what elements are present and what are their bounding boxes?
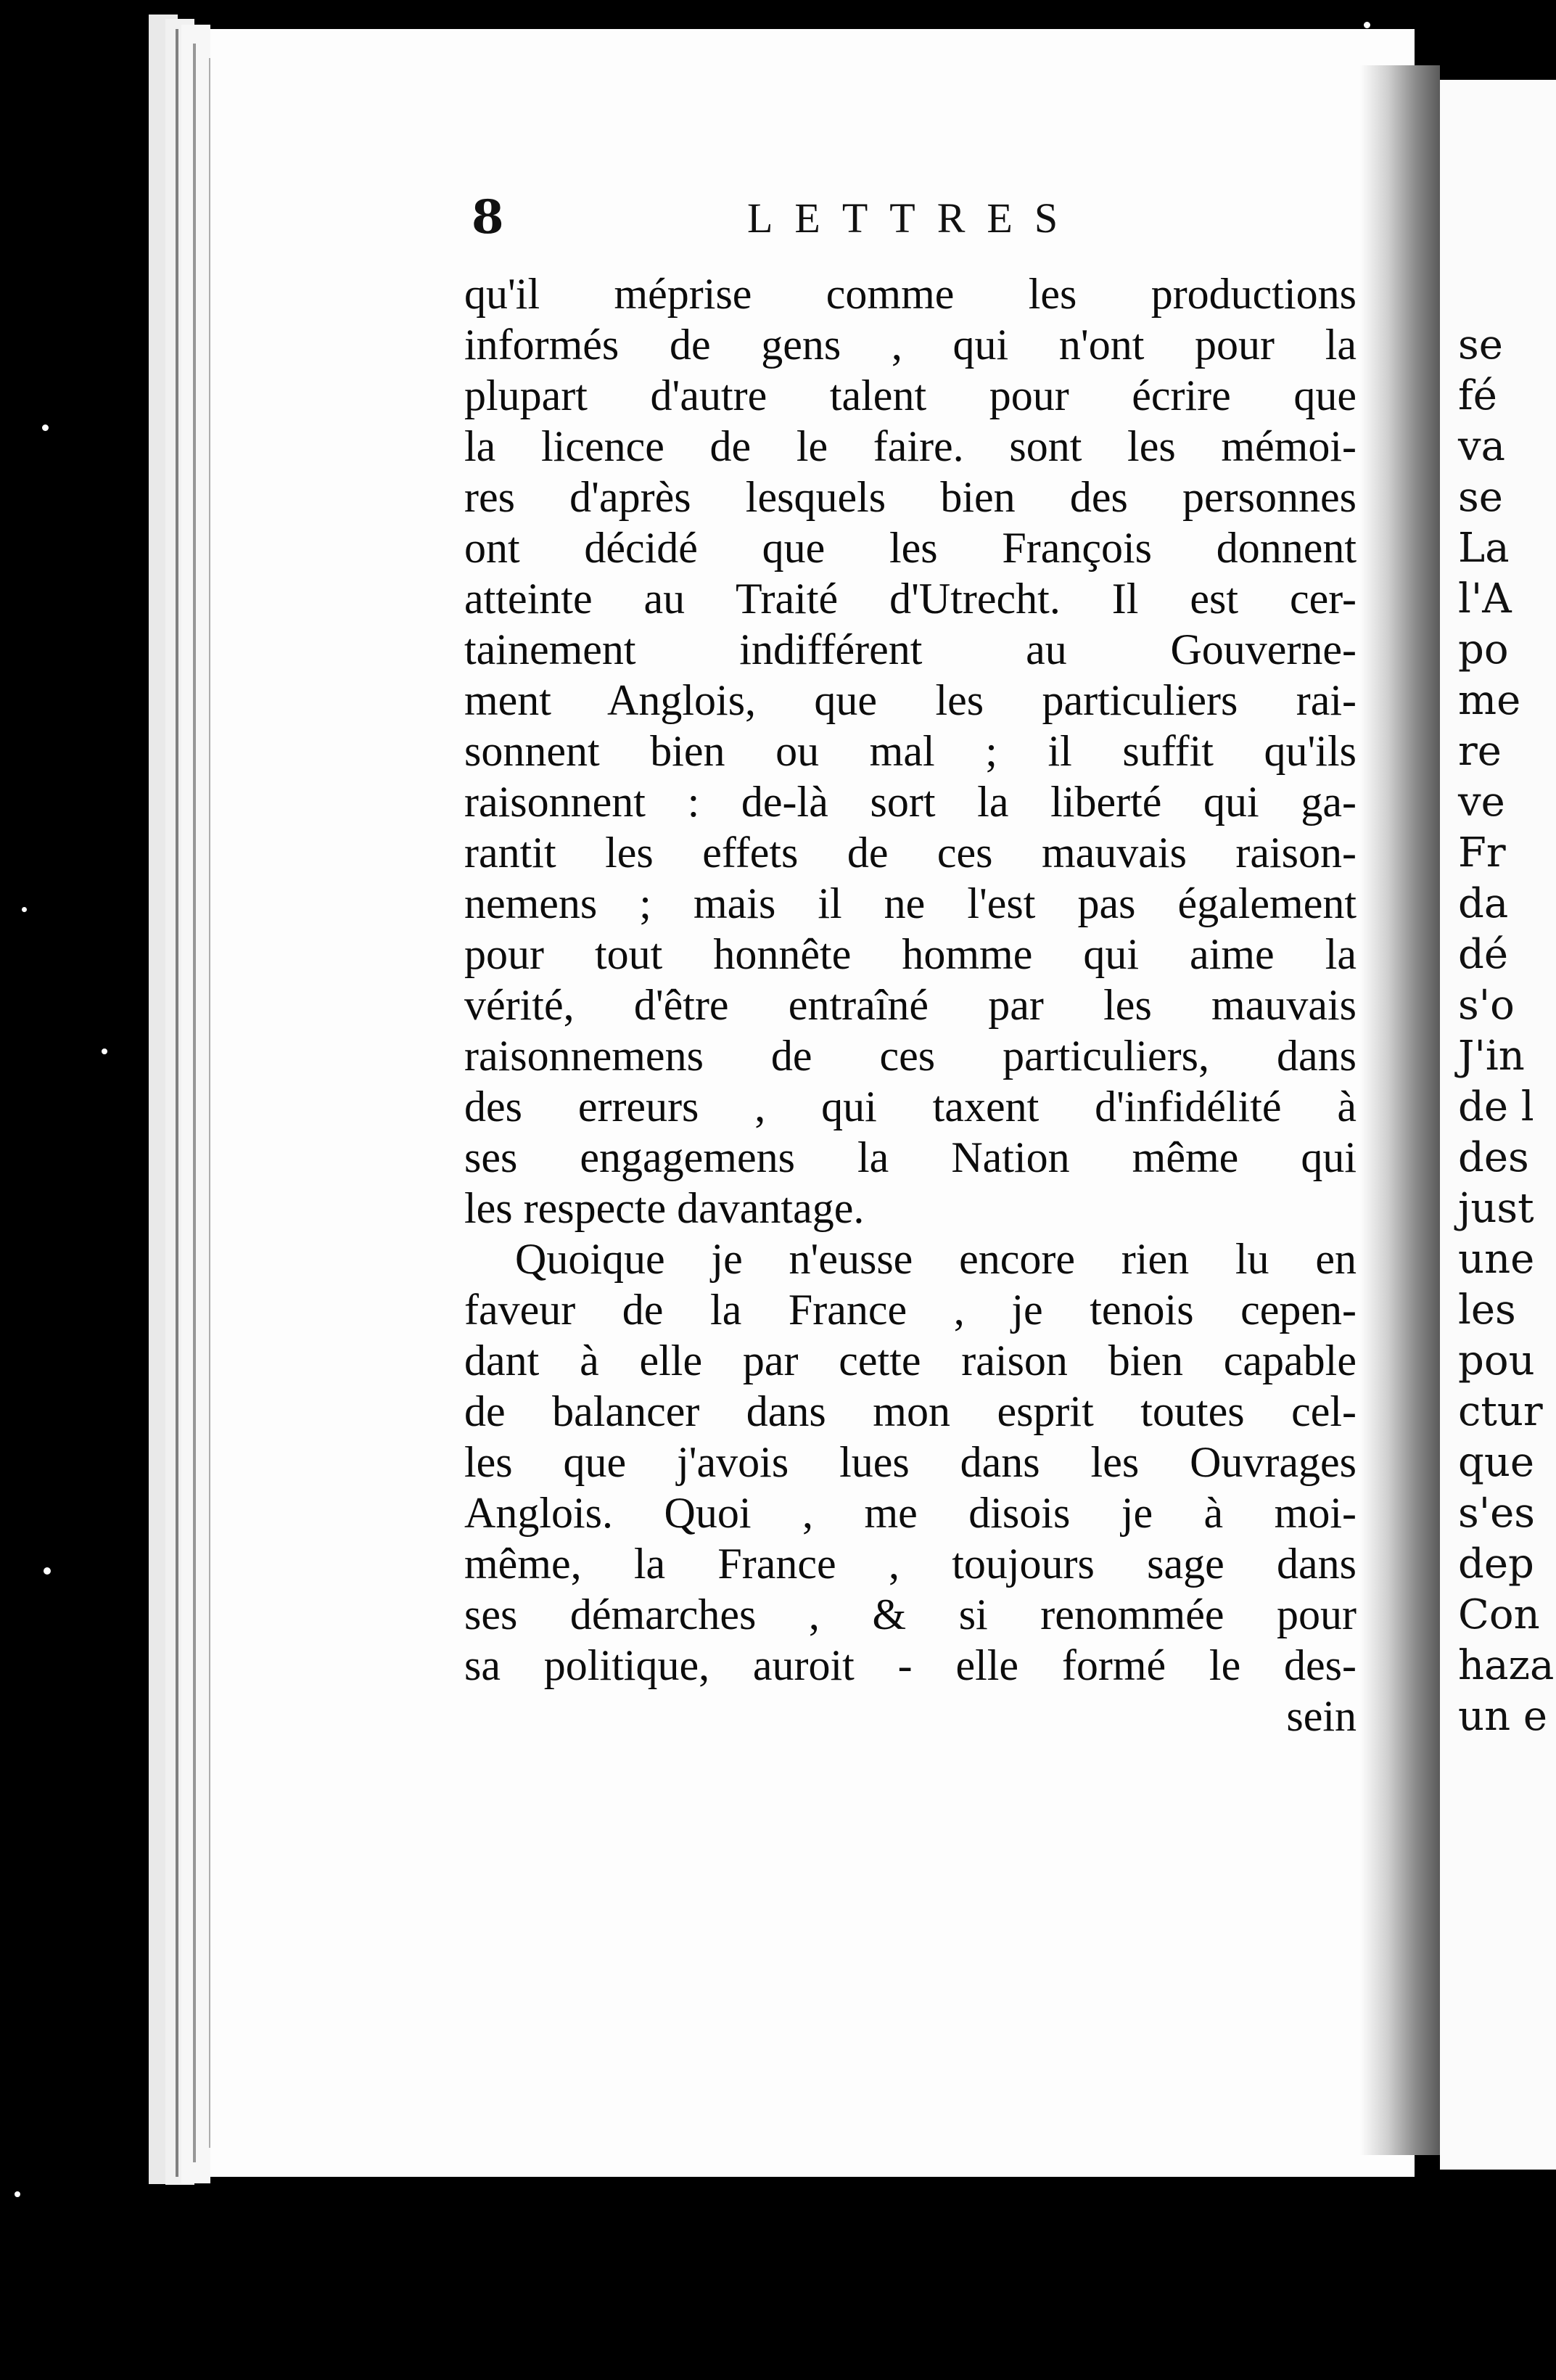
- scan-speck: [22, 907, 27, 912]
- text-line: Quoique je n'eusse encore rien lu en: [515, 1235, 1357, 1283]
- gutter-shadow: [1360, 65, 1440, 2155]
- text-line: sa politique, auroit - elle formé le des-: [464, 1641, 1357, 1689]
- facing-page-fragment: po: [1458, 626, 1509, 673]
- scan-speck: [44, 1567, 51, 1575]
- text-line: les que j'avois lues dans les Ouvrages: [464, 1438, 1357, 1486]
- text-line: la licence de le faire. sont les mémoi-: [464, 422, 1357, 470]
- text-line: informés de gens , qui n'ont pour la: [464, 321, 1357, 369]
- facing-page-fragment: va: [1458, 423, 1506, 470]
- facing-page-fragment: se: [1458, 474, 1503, 521]
- facing-page-fragment: Con: [1458, 1591, 1540, 1638]
- facing-page-fragment: haza: [1458, 1642, 1555, 1689]
- facing-page-fragment: se: [1458, 321, 1503, 369]
- text-line: Anglois. Quoi , me disois je à moi-: [464, 1489, 1357, 1537]
- text-line: raisonnemens de ces particuliers, dans: [464, 1032, 1357, 1080]
- text-line: des erreurs , qui taxent d'infidélité à: [464, 1083, 1357, 1130]
- facing-page-fragment: Fr: [1458, 829, 1506, 877]
- facing-page-fragment: dé: [1458, 931, 1508, 978]
- facing-page-fragment: dep: [1458, 1540, 1534, 1588]
- text-line: plupart d'autre talent pour écrire que: [464, 372, 1357, 419]
- facing-page-fragment: des: [1458, 1134, 1529, 1181]
- facing-page-fragment: ctur: [1458, 1388, 1543, 1435]
- facing-page-fragment: La: [1458, 525, 1510, 572]
- text-line: ses engagemens la Nation même qui: [464, 1133, 1357, 1181]
- text-line: dant à elle par cette raison bien capable: [464, 1337, 1357, 1384]
- facing-page-fragment: just: [1458, 1185, 1534, 1232]
- text-line: qu'il méprise comme les productions: [464, 270, 1357, 318]
- facing-page-fragment: pou: [1458, 1337, 1535, 1384]
- text-line: res d'après lesquels bien des personnes: [464, 473, 1357, 521]
- scan-speck: [1364, 22, 1370, 28]
- facing-page-fragment: me: [1458, 677, 1521, 724]
- text-line: atteinte au Traité d'Utrecht. Il est cer-: [464, 575, 1357, 623]
- text-line: faveur de la France , je tenois cepen-: [464, 1286, 1357, 1334]
- facing-page-fragment: fé: [1458, 372, 1497, 419]
- facing-page-fragment: une: [1458, 1236, 1535, 1283]
- text-line: de balancer dans mon esprit toutes cel-: [464, 1387, 1357, 1435]
- page-number: 8: [472, 190, 504, 245]
- text-line: pour tout honnête homme qui aime la: [464, 930, 1357, 978]
- facing-page-fragment: de l: [1458, 1083, 1534, 1130]
- text-line: ses démarches , & si renommée pour: [464, 1591, 1357, 1638]
- text-line: sonnent bien ou mal ; il suffit qu'ils: [464, 727, 1357, 775]
- text-line: ont décidé que les François donnent: [464, 524, 1357, 572]
- catchword: sein: [1286, 1692, 1357, 1740]
- facing-page-fragment: J'in: [1458, 1033, 1525, 1080]
- text-line: nemens ; mais il ne l'est pas également: [464, 879, 1357, 927]
- facing-page-fragment: da: [1458, 880, 1509, 927]
- text-line: les respecte davantage.: [464, 1184, 865, 1232]
- text-line: vérité, d'être entraîné par les mauvais: [464, 981, 1357, 1029]
- facing-page: [1440, 80, 1556, 2170]
- scan-speck: [15, 2191, 20, 2197]
- facing-page-fragment: s'es: [1458, 1490, 1536, 1537]
- facing-page-fragment: les: [1458, 1287, 1516, 1334]
- facing-page-fragment: que: [1458, 1439, 1535, 1486]
- facing-page-fragment: re: [1458, 728, 1502, 775]
- page-edge-line: [193, 44, 196, 2162]
- paragraph-2: [464, 1234, 1357, 1691]
- running-head-title: LETTRES: [747, 194, 1080, 242]
- text-line: même, la France , toujours sage dans: [464, 1540, 1357, 1588]
- facing-page-fragment: ve: [1458, 779, 1505, 826]
- text-line: raisonnent : de-là sort la liberté qui ga-: [464, 778, 1357, 826]
- text-line: rantit les effets de ces mauvais raison-: [464, 829, 1357, 877]
- page-edge: [181, 25, 210, 2183]
- page-edge-line: [176, 29, 178, 2177]
- body-text: [464, 268, 1357, 1741]
- facing-page-fragment: s'o: [1458, 982, 1515, 1029]
- text-line: tainement indifférent au Gouverne-: [464, 625, 1357, 673]
- scan-speck: [42, 424, 49, 431]
- text-line: ment Anglois, que les particuliers rai-: [464, 676, 1357, 724]
- scan-speck: [102, 1049, 107, 1054]
- facing-page-fragment: l'A: [1458, 575, 1512, 623]
- paragraph-1: [464, 268, 1357, 1234]
- facing-page-fragment: un e: [1458, 1693, 1548, 1740]
